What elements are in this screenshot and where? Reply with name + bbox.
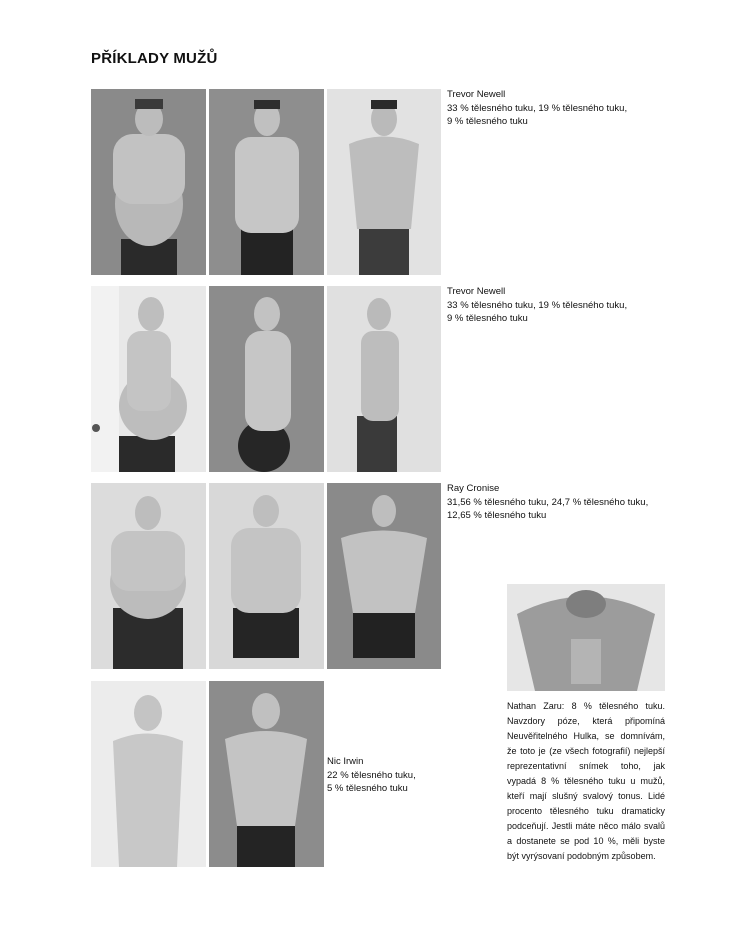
caption-fat-line-1: 33 % tělesného tuku, 19 % tělesného tuku, <box>447 102 628 114</box>
caption-fat-line-1: 22 % tělesného tuku, <box>327 769 416 781</box>
caption-name: Trevor Newell <box>447 89 506 100</box>
caption-fat-line-2: 12,65 % tělesného tuku <box>447 510 547 521</box>
caption-ray-cronise <box>447 482 648 523</box>
caption-nic-irwin <box>327 755 416 796</box>
feature-caption: Nathan Zaru: 8 % tělesného tuku. Navzdory póze, která připomíná Neuvěřitelného Hulka, se domnívám, že toto je (ze všech fotografií) nejlepší reprezentativní snímek toho, jak vypadá 8 % tělesného tuku u mužů, kteří mají slušný svalový tonus. Lidé procento tělesného tuku dramaticky podceňují. Jestli máte něco málo svalů a dostanete se pod 10 %, měli byste být vyrýsovaní podobným způsobem. <box>507 701 665 861</box>
photo-nic-irwin-22 <box>91 681 206 867</box>
photo-trevor-side-9 <box>327 286 441 472</box>
photo-trevor-front-19 <box>209 89 324 275</box>
photo-ray-cronise-24 <box>209 483 324 669</box>
photo-ray-cronise-31 <box>91 483 206 669</box>
photo-trevor-side-19 <box>209 286 324 472</box>
caption-name: Ray Cronise <box>447 483 500 494</box>
page-title: PŘÍKLADY MUŽŮ <box>91 50 218 67</box>
caption-fat-line-2: 5 % tělesného tuku <box>327 783 408 794</box>
caption-fat-line-2: 9 % tělesného tuku <box>447 313 528 324</box>
caption-fat-line-1: 33 % tělesného tuku, 19 % tělesného tuku, <box>447 299 628 311</box>
caption-fat-line-2: 9 % tělesného tuku <box>447 116 528 127</box>
caption-trevor-newell-front <box>447 88 627 129</box>
photo-ray-cronise-12 <box>327 483 441 669</box>
photo-nic-irwin-5 <box>209 681 324 867</box>
caption-name: Trevor Newell <box>447 286 506 297</box>
photo-trevor-front-9 <box>327 89 441 275</box>
photo-trevor-front-33 <box>91 89 206 275</box>
caption-trevor-newell-side <box>447 285 627 326</box>
caption-fat-line-1: 31,56 % tělesného tuku, 24,7 % tělesného tuku, <box>447 496 649 508</box>
photo-trevor-side-33 <box>91 286 206 472</box>
caption-name: Nic Irwin <box>327 756 364 767</box>
photo-nathan-zaru <box>507 584 665 691</box>
